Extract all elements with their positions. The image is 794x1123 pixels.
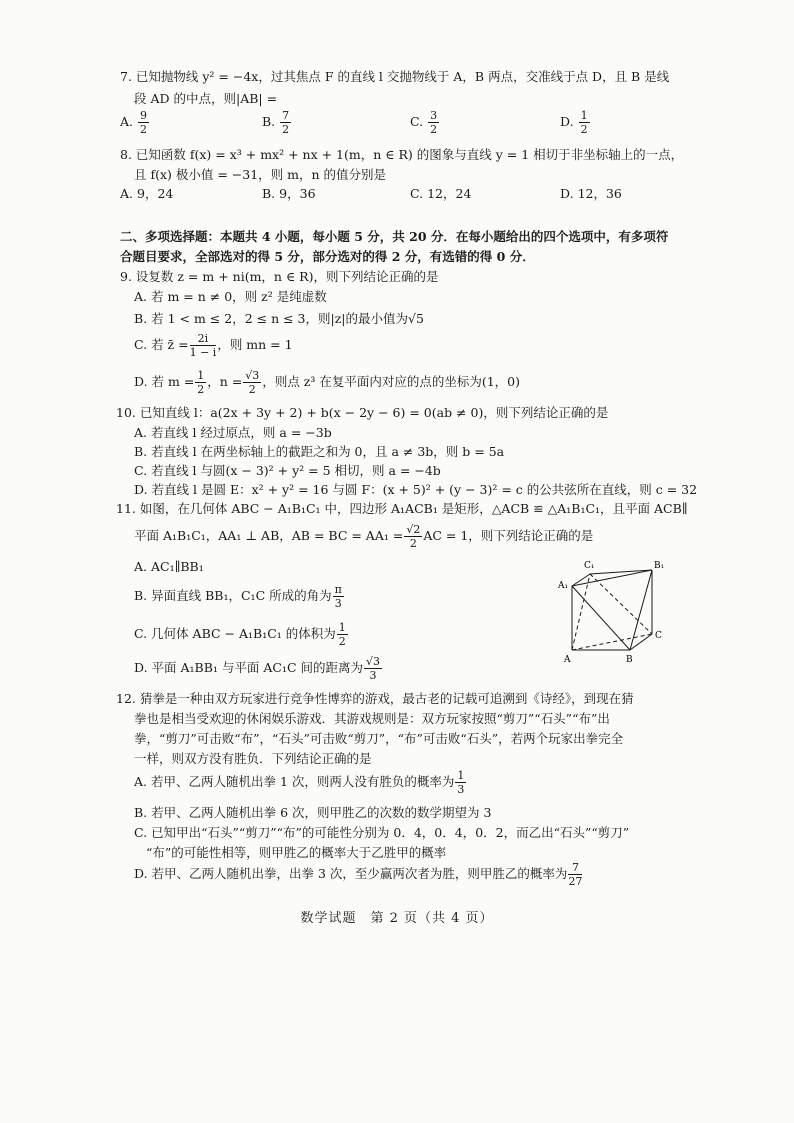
q11-stem-line1: 11. 如图，在几何体 ABC − A₁B₁C₁ 中，四边形 A₁ACB₁ 是矩形，△ACB ≌ △A₁B₁C₁，且平面 ACB∥ — [116, 501, 688, 516]
q10-option-c: C. 若直线 l 与圆(x − 3)² + y² = 5 相切，则 a = −4b — [134, 463, 441, 478]
q8-option-b: B. 9，36 — [262, 186, 316, 201]
label-b1: B₁ — [654, 561, 665, 571]
section2-heading-line1: 二、多项选择题：本题共 4 小题，每小题 5 分，共 20 分．在每小题给出的四个选项中，有多项符 — [120, 229, 669, 244]
label-a: A — [564, 655, 571, 665]
q9-option-b: B. 若 1 < m ≤ 2，2 ≤ n ≤ 3，则|z|的最小值为√5 — [134, 311, 424, 326]
q12-option-c-line2: “布”的可能性相等，则甲胜乙的概率大于乙胜甲的概率 — [146, 845, 447, 860]
label-b: B — [626, 655, 633, 665]
q11-option-a: A. AC₁∥BB₁ — [134, 559, 204, 574]
q7-stem-line1: 7. 已知抛物线 y² = −4x，过其焦点 F 的直线 l 交抛物线于 A，B 两点，交准线于点 D，且 B 是线 — [120, 69, 670, 84]
label-a1: A₁ — [558, 581, 569, 591]
edge-b-b1 — [630, 570, 652, 650]
q12-stem-line1: 12. 猜拳是一种由双方玩家进行竞争性博弈的游戏，最古老的记载可追溯到《诗经》，到现在猜 — [116, 691, 634, 706]
q8-stem-line1: 8. 已知函数 f(x) = x³ + mx² + nx + 1(m，n ∈ R) 的图象与直线 y = 1 相切于非坐标轴上的一点， — [120, 147, 684, 162]
edge-a-c-dashed — [572, 634, 652, 650]
q8-option-d: D. 12，36 — [560, 186, 622, 201]
q11-option-d: D. 平面 A₁BB₁ 与平面 AC₁C 间的距离为 $\frac{√3}{3}$ — [134, 655, 381, 682]
q8-option-c: C. 12，24 — [410, 186, 472, 201]
q8-option-a: A. 9，24 — [120, 186, 174, 201]
q12-option-d: D. 若甲、乙两人随机出拳，出拳 3 次，至少赢两次者为胜，则甲胜乙的概率为 $\frac{7}{27}$ — [134, 861, 583, 888]
q10-option-d: D. 若直线 l 是圆 E：x² + y² = 16 与圆 F：(x + 5)² + (y − 3)² = c 的公共弦所在直线，则 c = 32 — [134, 482, 698, 497]
q12-stem-line2: 拳也是相当受欢迎的休闲娱乐游戏．其游戏规则是：双方玩家按照“剪刀”“石头”“布”出 — [134, 711, 610, 726]
q11-geometry-figure — [548, 556, 668, 668]
q8-stem-line2: 且 f(x) 极小值 = −31，则 m，n 的值分别是 — [134, 167, 387, 182]
label-c: C — [655, 631, 662, 641]
label-c1: C₁ — [584, 561, 595, 571]
q11-option-c: C. 几何体 ABC − A₁B₁C₁ 的体积为 $\frac{1}{2}$ — [134, 621, 346, 648]
q9-option-c: C. 若 z̄ = $\frac{2i}{1 - i}$ ，则 mn = 1 — [134, 332, 293, 359]
q7-option-d: D. $\frac{1}{2}$ — [560, 109, 588, 136]
q9-option-d: D. 若 m = $\frac{1}{2}$ ，n = $\frac{√3}{2}$ ，则点 z³ 在复平面内对应的点的坐标为(1，0) — [134, 369, 521, 396]
q9-option-a: A. 若 m = n ≠ 0，则 z² 是纯虚数 — [134, 289, 327, 304]
q12-stem-line4: 一样，则双方没有胜负．下列结论正确的是 — [134, 751, 372, 766]
q11-stem-line2: 平面 A₁B₁C₁，AA₁ ⊥ AB，AB = BC = AA₁ = $\frac{√2}{2}$ AC = 1，则下列结论正确的是 — [134, 523, 594, 550]
q10-stem: 10. 已知直线 l：a(2x + 3y + 2) + b(x − 2y − 6) = 0(ab ≠ 0)，则下列结论正确的是 — [116, 405, 609, 420]
section2-heading-line2: 合题目要求，全部选对的得 5 分，部分选对的得 2 分，有选错的得 0 分． — [120, 249, 535, 264]
q7-stem-line2: 段 AD 的中点，则|AB| = — [134, 91, 278, 106]
q12-option-b: B. 若甲、乙两人随机出拳 6 次，则甲胜乙的次数的数学期望为 3 — [134, 805, 492, 820]
q10-option-a: A. 若直线 l 经过原点，则 a = −3b — [134, 425, 332, 440]
q12-option-a: A. 若甲、乙两人随机出拳 1 次，则两人没有胜负的概率为 $\frac{1}{3}$ — [134, 769, 465, 796]
q10-option-b: B. 若直线 l 在两坐标轴上的截距之和为 0，且 a ≠ 3b，则 b = 5a — [134, 444, 505, 459]
q9-stem: 9. 设复数 z = m + ni(m，n ∈ R)，则下列结论正确的是 — [120, 269, 439, 284]
q7-option-b: B. $\frac{7}{2}$ — [262, 109, 290, 136]
q11-option-b: B. 异面直线 BB₁，C₁C 所成的角为 $\frac{\pi}{3}$ — [134, 583, 342, 610]
page-footer: 数学试题 第 2 页（共 4 页） — [300, 911, 494, 926]
q7-option-a: A. $\frac{9}{2}$ — [120, 109, 148, 136]
q7-option-c: C. $\frac{3}{2}$ — [410, 109, 438, 136]
q12-option-c-line1: C. 已知甲出“石头”“剪刀”“布”的可能性分别为 0．4，0．4，0．2，而乙出“石头”“剪刀” — [134, 825, 630, 840]
q12-stem-line3: 拳，“剪刀”可击败“布”，“石头”可击败“剪刀”，“布”可击败“石头”，若两个玩家出拳完全 — [134, 731, 624, 746]
